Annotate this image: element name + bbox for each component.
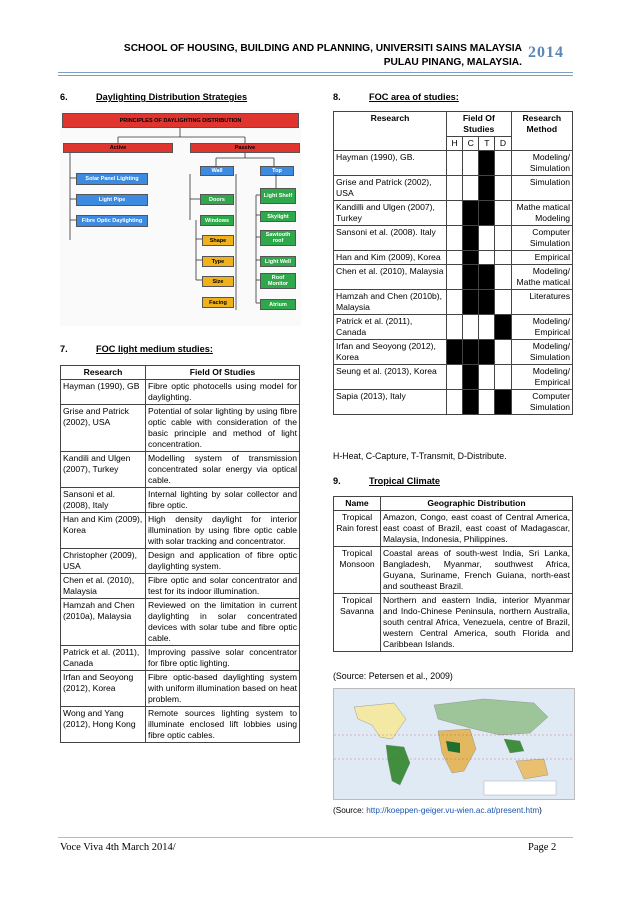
field-marker-cell — [495, 251, 511, 265]
column-header: Name — [334, 497, 381, 511]
research-cell: Wong and Yang (2012), Hong Kong — [61, 707, 146, 743]
climate-source: (Source: Petersen et al., 2009) — [333, 671, 453, 681]
field-marker-cell — [479, 151, 495, 176]
table-row — [334, 176, 573, 201]
subheader-cell: T — [479, 137, 495, 151]
foc-light-medium-table — [60, 365, 300, 743]
table-row — [61, 380, 300, 405]
method-cell: Mathe matical Modeling — [511, 201, 572, 226]
section-8-heading — [333, 92, 459, 102]
field-marker-cell — [479, 265, 495, 290]
field-marker-cell — [447, 201, 463, 226]
diagram-passive-box: Passive — [190, 143, 300, 153]
climate-name-cell: Tropical Monsoon — [334, 547, 381, 594]
field-marker-cell — [463, 315, 479, 340]
field-marker-cell — [495, 151, 511, 176]
table-row — [334, 151, 573, 176]
section-9-heading — [333, 476, 440, 486]
table-row — [334, 201, 573, 226]
diagram-top-item: Atrium — [260, 299, 296, 310]
field-marker-cell — [447, 251, 463, 265]
tropical-climate-table — [333, 496, 573, 652]
field-marker-cell — [479, 315, 495, 340]
field-marker-cell — [447, 151, 463, 176]
research-cell: Irfan and Seoyong (2012), Korea — [334, 340, 447, 365]
field-marker-cell — [495, 365, 511, 390]
table-row — [61, 646, 300, 671]
diagram-active-box: Active — [63, 143, 173, 153]
field-marker-cell — [495, 340, 511, 365]
table-header-row — [61, 366, 300, 380]
field-cell: Remote sources lighting system to illuminate enclosed lift lobbies using fibre optic cables. — [146, 707, 300, 743]
method-cell: Modeling/ Simulation — [511, 340, 572, 365]
section-title: Daylighting Distribution Strategies — [96, 92, 248, 102]
research-cell: Hamzah and Chen (2010a), Malaysia — [61, 599, 146, 646]
field-marker-cell — [447, 340, 463, 365]
research-cell: Chen et al. (2010), Malaysia — [334, 265, 447, 290]
table-row — [61, 488, 300, 513]
field-marker-cell — [463, 251, 479, 265]
method-cell: Computer Simulation — [511, 390, 572, 415]
field-marker-cell — [463, 226, 479, 251]
field-marker-cell — [479, 340, 495, 365]
diagram-active-item: Fibre Optic Daylighting — [76, 215, 148, 227]
section-number: 8. — [333, 92, 341, 102]
field-cell: Fibre optic photocells using model for daylighting. — [146, 380, 300, 405]
table-header-row — [334, 112, 573, 137]
diagram-window-item: Type — [202, 256, 234, 267]
research-cell: Chen et al. (2010), Malaysia — [61, 574, 146, 599]
table-row — [334, 547, 573, 594]
method-cell: Literatures — [511, 290, 572, 315]
research-cell: Sansoni et al. (2008), Italy — [61, 488, 146, 513]
diagram-active-item: Light Pipe — [76, 194, 148, 206]
research-cell: Sansoni et al. (2008). Italy — [334, 226, 447, 251]
research-cell: Hayman (1990), GB. — [334, 151, 447, 176]
diagram-wall-item: Windows — [200, 215, 234, 226]
map-source-prefix: (Source: — [333, 806, 367, 815]
field-marker-cell — [479, 290, 495, 315]
table-row — [61, 549, 300, 574]
research-cell: Christopher (2009), USA — [61, 549, 146, 574]
field-marker-cell — [463, 201, 479, 226]
section-title: Tropical Climate — [369, 476, 440, 486]
table-row — [61, 452, 300, 488]
header-rule-thin — [58, 75, 573, 76]
column-header: Research Method — [511, 112, 572, 151]
research-cell: Kandili and Ulgen (2007), Turkey — [61, 452, 146, 488]
header-line-1: SCHOOL OF HOUSING, BUILDING AND PLANNING, UNIVERSITI SAINS MALAYSIA — [123, 43, 522, 54]
distribution-cell: Northern and eastern India, interior Myanmar and Indo-Chinese Peninsula, northern Australia, south central Africa, Venezuela, centre of Brazil, western Central America, south Florida and Caribbean Islands. — [381, 594, 573, 652]
research-cell: Patrick et al. (2011), Canada — [61, 646, 146, 671]
diagram-window-item: Shape — [202, 235, 234, 246]
header-year: 2014 — [528, 44, 564, 61]
research-cell: Kandilli and Ulgen (2007), Turkey — [334, 201, 447, 226]
field-marker-cell — [463, 390, 479, 415]
method-cell: Empirical — [511, 251, 572, 265]
research-cell: Han and Kim (2009), Korea — [61, 513, 146, 549]
section-title: FOC light medium studies: — [96, 344, 213, 354]
field-marker-cell — [495, 176, 511, 201]
distribution-cell: Amazon, Congo, east coast of Central America, east coast of Brazil, east coast of Madagascar, Malaysia, Indonesia, Philippines. — [381, 511, 573, 547]
daylighting-diagram — [60, 110, 301, 326]
research-cell: Seung et al. (2013), Korea — [334, 365, 447, 390]
field-marker-cell — [447, 226, 463, 251]
field-marker-cell — [479, 251, 495, 265]
subheader-cell: C — [463, 137, 479, 151]
subheader-cell: H — [447, 137, 463, 151]
table-header-row — [334, 497, 573, 511]
method-cell: Simulation — [511, 176, 572, 201]
field-cell: Potential of solar lighting by using fibre optic cable with consideration of the basic principle and method of light concentration. — [146, 405, 300, 452]
method-cell: Computer Simulation — [511, 226, 572, 251]
field-marker-cell — [495, 226, 511, 251]
section-number: 7. — [60, 344, 68, 354]
table-row — [61, 513, 300, 549]
section-number: 9. — [333, 476, 341, 486]
field-legend: H-Heat, C-Capture, T-Transmit, D-Distribute. — [333, 451, 507, 461]
field-marker-cell — [479, 176, 495, 201]
diagram-top-label-box: Top — [260, 166, 294, 176]
map-source-link[interactable]: http://koeppen-geiger.vu-wien.ac.at/present.htm — [366, 806, 540, 815]
field-marker-cell — [479, 390, 495, 415]
footer-page-number: Page 2 — [528, 842, 557, 853]
field-marker-cell — [447, 290, 463, 315]
diagram-window-item: Facing — [202, 297, 234, 308]
field-cell: Fibre optic and solar concentrator and test for its indoor illumination. — [146, 574, 300, 599]
field-marker-cell — [447, 390, 463, 415]
method-cell: Modeling/ Empirical — [511, 365, 572, 390]
research-cell: Hamzah and Chen (2010b), Malaysia — [334, 290, 447, 315]
field-marker-cell — [495, 290, 511, 315]
section-6-heading — [60, 92, 247, 102]
diagram-top-item: Light Well — [260, 256, 296, 267]
table-row — [334, 390, 573, 415]
method-cell: Modeling/ Mathe matical — [511, 265, 572, 290]
header-rule — [58, 72, 573, 73]
world-map-graphic — [334, 689, 574, 799]
table-row — [334, 315, 573, 340]
distribution-cell: Coastal areas of south-west India, Sri Lanka, Bangladesh, Myanmar, southwest Africa, Guyana, Suriname, French Guiana, north-east and southeast Brazil. — [381, 547, 573, 594]
field-marker-cell — [479, 365, 495, 390]
table-row — [61, 599, 300, 646]
diagram-active-item: Solar Panel Lighting — [76, 173, 148, 185]
table-row — [334, 340, 573, 365]
column-header: Research — [61, 366, 146, 380]
column-header: Research — [334, 112, 447, 151]
field-cell: Fibre optic-based daylighting system with uniform illumination based on heat problem. — [146, 671, 300, 707]
diagram-top-item: Light Shelf — [260, 188, 296, 204]
section-title: FOC area of studies: — [369, 92, 459, 102]
footer-rule — [58, 837, 573, 838]
field-marker-cell — [463, 340, 479, 365]
table-row — [334, 511, 573, 547]
method-cell: Modeling/ Empirical — [511, 315, 572, 340]
diagram-top-item: Roof Monitor — [260, 273, 296, 289]
climate-name-cell: Tropical Savanna — [334, 594, 381, 652]
field-marker-cell — [463, 265, 479, 290]
research-cell: Grise and Patrick (2002), USA — [61, 405, 146, 452]
field-cell: Internal lighting by solar collector and fibre optic. — [146, 488, 300, 513]
field-marker-cell — [447, 365, 463, 390]
section-7-heading — [60, 344, 213, 354]
field-marker-cell — [479, 226, 495, 251]
table-row — [334, 226, 573, 251]
field-marker-cell — [463, 365, 479, 390]
field-marker-cell — [463, 176, 479, 201]
foc-area-table — [333, 111, 573, 415]
climate-name-cell: Tropical Rain forest — [334, 511, 381, 547]
map-source — [333, 806, 542, 815]
column-header: Field Of Studies — [447, 112, 512, 137]
table-row — [334, 594, 573, 652]
field-marker-cell — [463, 151, 479, 176]
research-cell: Irfan and Seoyong (2012), Korea — [61, 671, 146, 707]
table-row — [334, 290, 573, 315]
field-cell: Reviewed on the limitation in current daylighting in solar concentrated devices with solar tube and fibre optic cable. — [146, 599, 300, 646]
field-marker-cell — [495, 390, 511, 415]
diagram-window-item: Size — [202, 276, 234, 287]
table-row — [334, 265, 573, 290]
research-cell: Sapia (2013), Italy — [334, 390, 447, 415]
header-line-2: PULAU PINANG, MALAYSIA. — [383, 57, 522, 68]
table-row — [61, 405, 300, 452]
field-marker-cell — [495, 201, 511, 226]
column-header: Geographic Distribution — [381, 497, 573, 511]
field-cell: Improving passive solar concentrator for fibre optic lighting. — [146, 646, 300, 671]
field-marker-cell — [447, 315, 463, 340]
field-cell: Modelling system of transmission concentrated solar energy via optical cable. — [146, 452, 300, 488]
diagram-wall-box: Wall — [200, 166, 234, 176]
field-marker-cell — [447, 176, 463, 201]
subheader-cell: D — [495, 137, 511, 151]
field-marker-cell — [463, 290, 479, 315]
table-row — [334, 251, 573, 265]
field-cell: High density daylight for interior illumination by using fibre optic cable with solar tracking and concentrator. — [146, 513, 300, 549]
table-row — [61, 707, 300, 743]
diagram-top-box: PRINCIPLES OF DAYLIGHTING DISTRIBUTION — [62, 113, 299, 128]
diagram-top-item: Skylight — [260, 211, 296, 222]
column-header: Field Of Studies — [146, 366, 300, 380]
research-cell: Hayman (1990), GB — [61, 380, 146, 405]
field-marker-cell — [495, 265, 511, 290]
map-source-suffix: ) — [539, 806, 542, 815]
field-marker-cell — [495, 315, 511, 340]
research-cell: Grise and Patrick (2002), USA — [334, 176, 447, 201]
field-cell: Design and application of fibre optic daylighting system. — [146, 549, 300, 574]
section-number: 6. — [60, 92, 68, 102]
table-row — [334, 365, 573, 390]
field-marker-cell — [447, 265, 463, 290]
field-marker-cell — [479, 201, 495, 226]
footer-left: Voce Viva 4th March 2014/ — [60, 842, 176, 853]
koppen-climate-map — [333, 688, 575, 800]
diagram-wall-item: Doors — [200, 194, 234, 205]
table-row — [61, 574, 300, 599]
method-cell: Modeling/ Simulation — [511, 151, 572, 176]
research-cell: Patrick et al. (2011), Canada — [334, 315, 447, 340]
table-row — [61, 671, 300, 707]
diagram-top-item: Sawtooth roof — [260, 230, 296, 246]
research-cell: Han and Kim (2009), Korea — [334, 251, 447, 265]
